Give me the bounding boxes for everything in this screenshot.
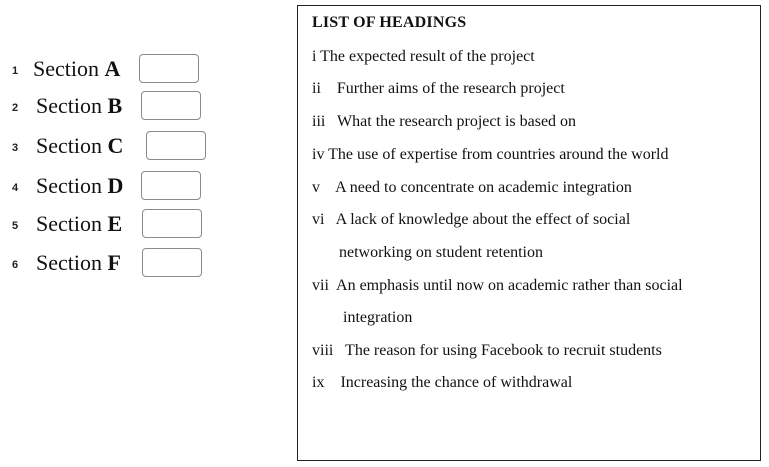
section-letter: B [107,93,123,118]
section-label [36,173,123,199]
section-word: Section [33,56,99,81]
section-letter: A [104,56,121,81]
answer-box-section-e[interactable] [142,209,202,238]
section-label [36,250,121,276]
section-letter: C [107,133,124,158]
heading-option-vi-continued: networking on student retention [339,244,543,261]
answer-box-section-c[interactable] [146,131,206,160]
heading-option-v: v A need to concentrate on academic integration [312,179,632,196]
question-number: 2 [12,102,19,114]
heading-option-vi: vi A lack of knowledge about the effect of social [312,211,631,228]
heading-option-vii: vii An emphasis until now on academic rather than social [312,277,683,294]
section-word: Section [36,93,102,118]
section-letter: D [107,173,124,198]
heading-option-vii-continued: integration [343,309,413,326]
question-row-5 [0,209,210,243]
section-letter: E [107,211,123,236]
answer-box-section-a[interactable] [139,54,199,83]
headings-panel [297,5,761,461]
heading-option-iii: iii What the research project is based on [312,113,577,130]
section-letter: F [107,250,121,275]
answer-box-section-f[interactable] [142,248,202,277]
question-number: 5 [12,220,19,232]
heading-option-ii: ii Further aims of the research project [312,80,565,97]
question-number: 1 [12,65,19,77]
section-word: Section [36,173,102,198]
section-label [36,211,122,237]
question-number: 6 [12,259,19,271]
question-row-1 [0,54,210,88]
section-word: Section [36,250,102,275]
question-row-3 [0,131,210,165]
question-row-2 [0,91,210,125]
section-label [36,133,123,159]
answer-box-section-d[interactable] [141,171,201,200]
answer-box-section-b[interactable] [141,91,201,120]
section-label [36,93,122,119]
section-word: Section [36,211,102,236]
question-row-6 [0,248,210,282]
heading-option-i: i The expected result of the project [312,48,535,65]
section-word: Section [36,133,102,158]
question-number: 4 [12,182,19,194]
headings-title: LIST OF HEADINGS [312,14,467,31]
heading-option-iv: iv The use of expertise from countries around the world [312,146,669,163]
question-number: 3 [12,142,19,154]
heading-option-viii: viii The reason for using Facebook to recruit students [312,342,662,359]
heading-option-ix: ix Increasing the chance of withdrawal [312,374,573,391]
question-row-4 [0,171,210,205]
section-label [33,56,120,82]
